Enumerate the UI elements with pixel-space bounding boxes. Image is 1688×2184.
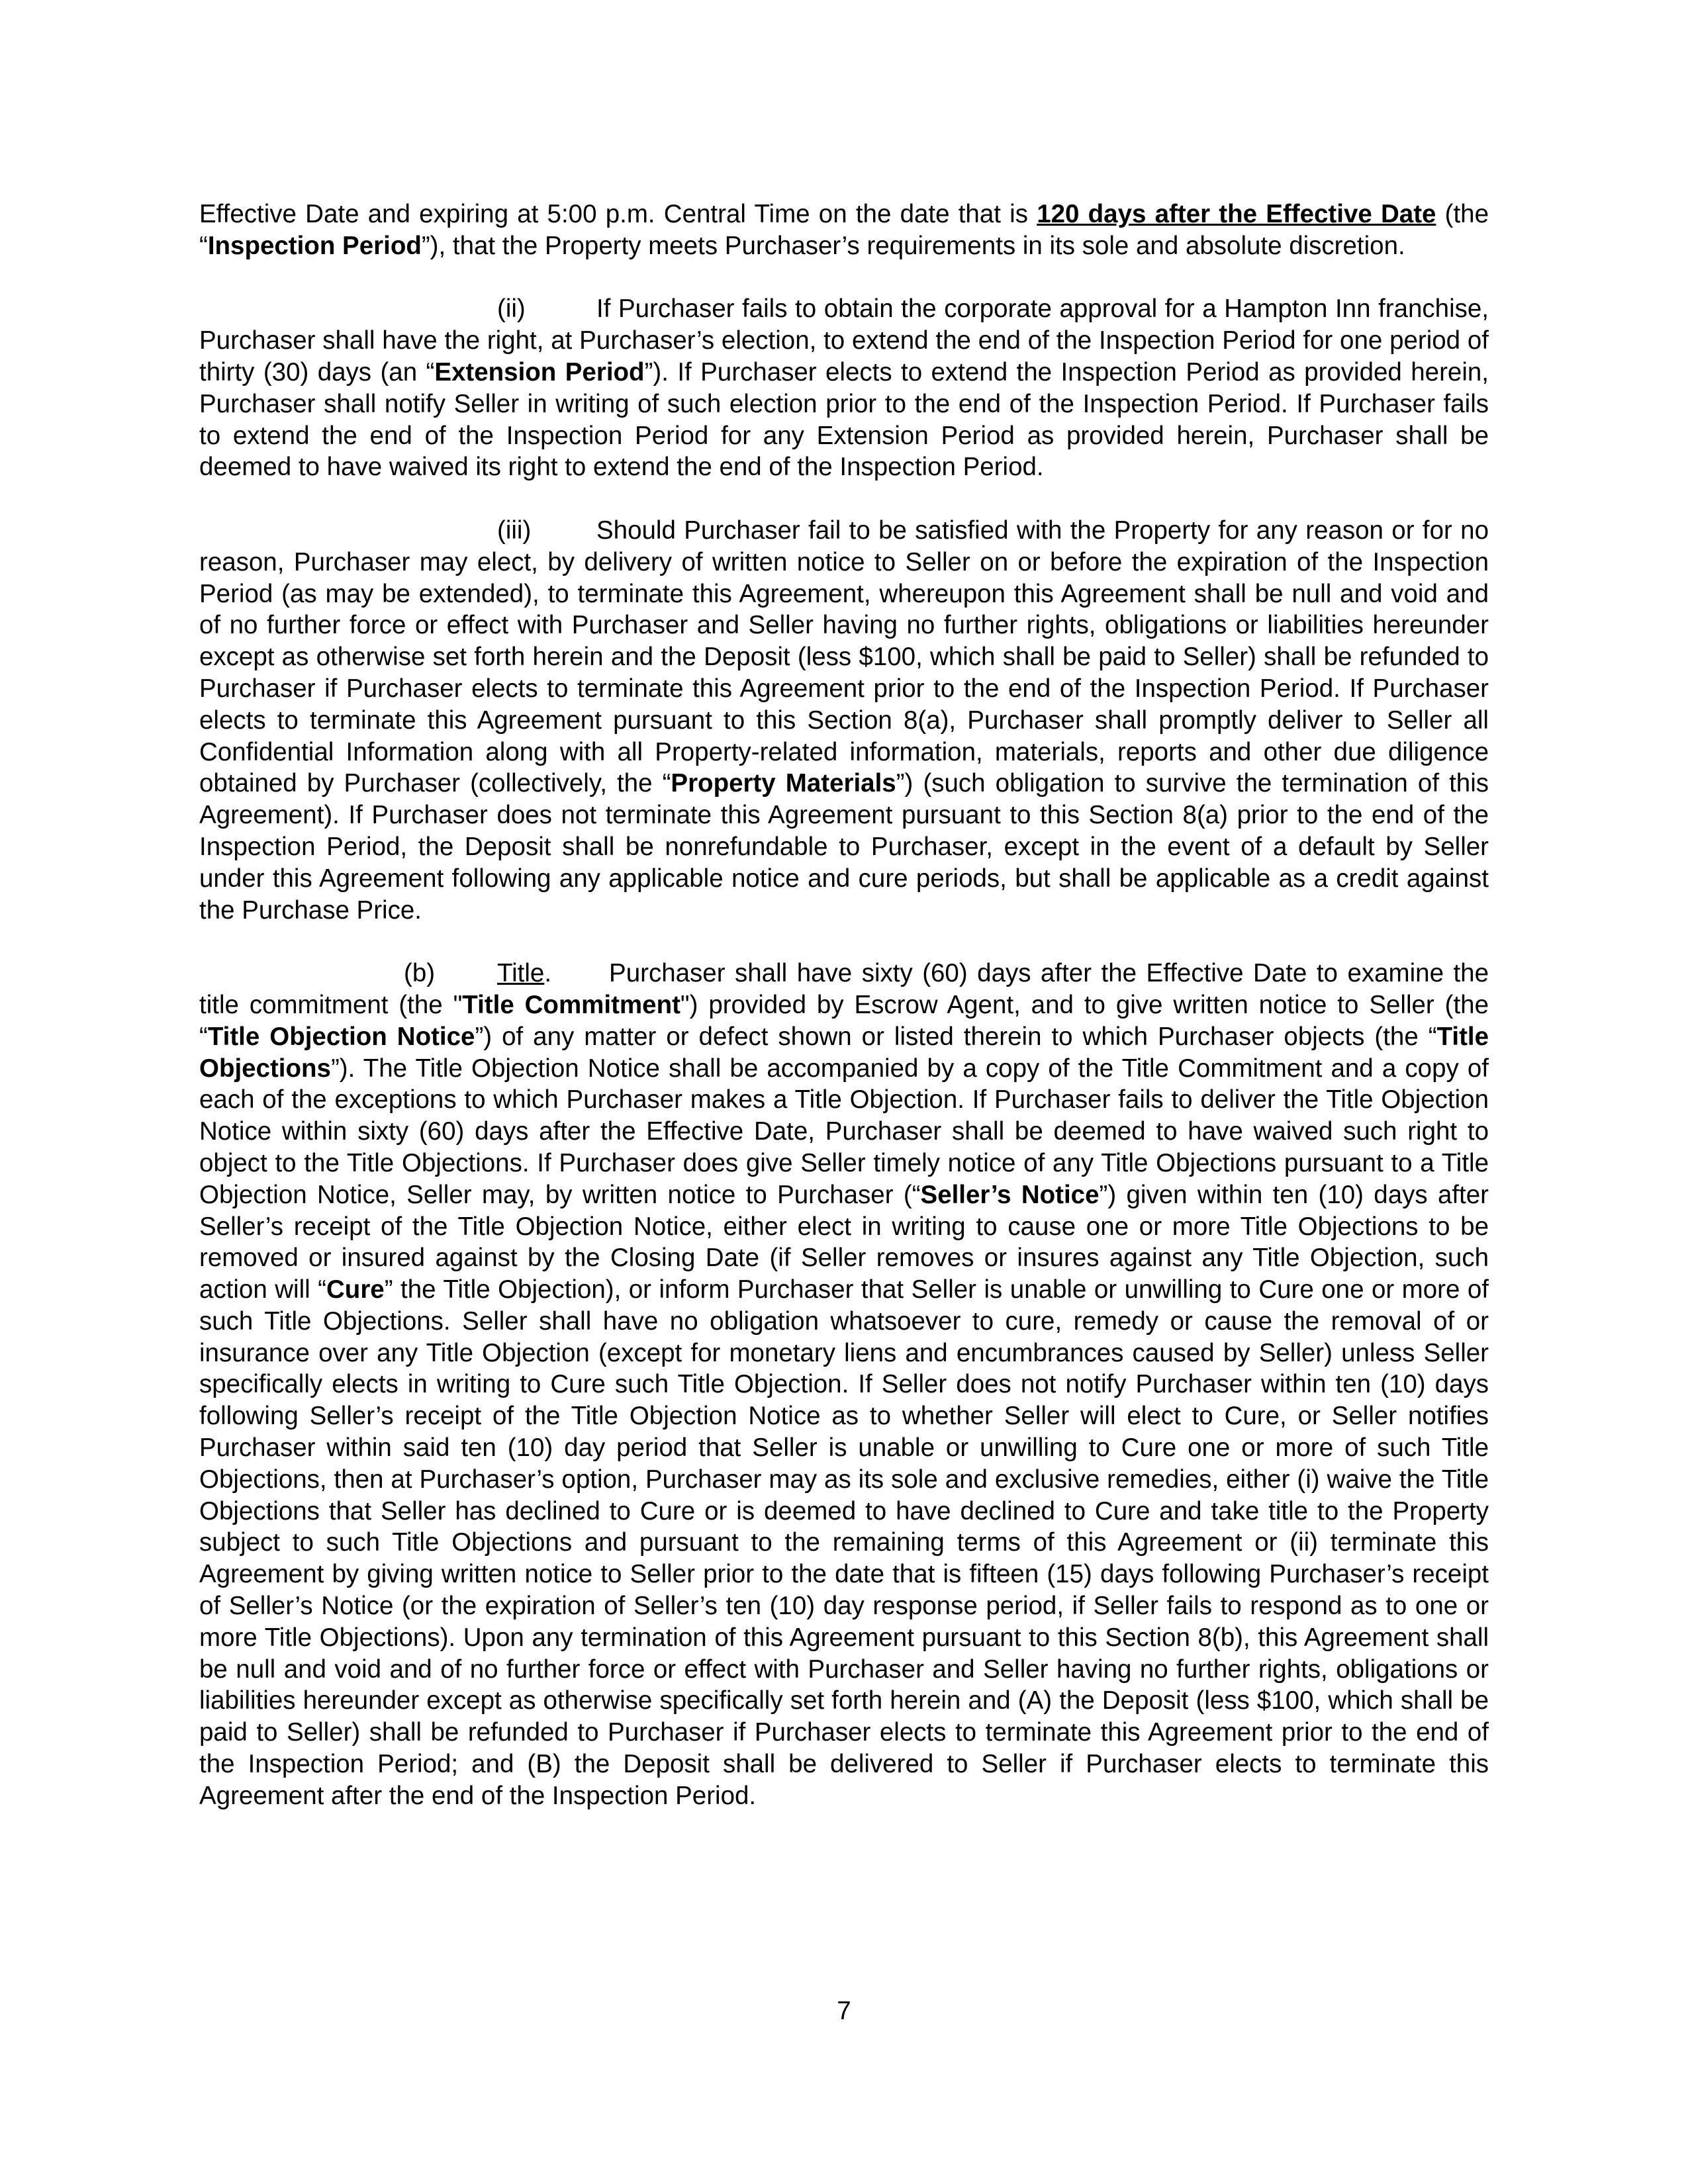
- text-run: ”). If Purchaser elects to extend the Inspection Period as provided herein, Purchaser shall notify Seller in writing of such election prior to the end of the Inspection Period. If Purchaser fails to extend the end of the Inspection Period for any Extension Period as provided herein, Purchaser shall be deemed to have waived its right to extend the end of the Inspection Period.: [199, 357, 1489, 482]
- defined-term-title-objections: Title Objections: [199, 1022, 1489, 1083]
- text-run: ”) given within ten (10) days after Seller’s receipt of the Title Objection Notice, either elect in writing to cause one or more Title Objections to be removed or insured against by the Closing Date (if Seller removes or insures against any Title Objection, such action will “: [199, 1180, 1489, 1304]
- text-run: ”). The Title Objection Notice shall be accompanied by a copy of the Title Commitment and a copy of each of the exceptions to which Purchaser makes a Title Objection. If Purchaser fails to deliver the Title Objection Notice within sixty (60) days after the Effective Date, Purchaser shall be deemed to have waived such right to object to the Title Objections. If Purchaser does give Seller timely notice of any Title Objections pursuant to a Title Objection Notice, Seller may, by written notice to Purchaser (“: [199, 1054, 1489, 1209]
- defined-term-title-commitment: Title Commitment: [462, 990, 680, 1019]
- defined-term-title-objection-notice: Title Objection Notice: [207, 1022, 475, 1051]
- text-run: ”), that the Property meets Purchaser’s requirements in its sole and absolute discretion.: [421, 231, 1405, 260]
- defined-term-extension-period: Extension Period: [434, 357, 645, 387]
- text-run: Effective Date and expiring at 5:00 p.m. Central Time on the date that is: [199, 200, 1037, 228]
- defined-term-sellers-notice: Seller’s Notice: [920, 1180, 1100, 1209]
- text-run: .: [544, 959, 552, 988]
- paragraph-extension-period: [199, 293, 1489, 483]
- text-run: ") provided by Escrow Agent, and to give written notice to Seller (the “: [199, 990, 1489, 1051]
- text-run: Purchaser shall have sixty (60) days after the Effective Date to examine the title commitment (the ": [199, 959, 1489, 1019]
- clause-number: (ii): [497, 295, 526, 324]
- text-run: (the “: [199, 200, 1489, 260]
- text-run: Should Purchaser fail to be satisfied with the Property for any reason or for no reason, Purchaser may elect, by delivery of written notice to Seller on or before the expiration of the Inspection Period (as may be extended), to terminate this Agreement, whereupon this Agreement shall be null and void and of no further force or effect with Purchaser and Seller having no further rights, obligations or liabilities hereunder except as otherwise set forth herein and the Deposit (less $100, which shall be paid to Seller) shall be refunded to Purchaser if Purchaser elects to terminate this Agreement prior to the end of the Inspection Period. If Purchaser elects to terminate this Agreement pursuant to this Section 8(a), Purchaser shall promptly deliver to Seller all Confidential Information along with all Property-related information, materials, reports and other due diligence obtained by Purchaser (collectively, the “: [199, 516, 1489, 798]
- text-run: ”) (such obligation to survive the termination of this Agreement). If Purchaser does not terminate this Agreement pursuant to this Section 8(a) prior to the end of the Inspection Period, the Deposit shall be nonrefundable to Purchaser, except in the event of a default by Seller under this Agreement following any applicable notice and cure periods, but shall be applicable as a credit against the Purchase Price.: [199, 769, 1489, 925]
- text-run: If Purchaser fails to obtain the corporate approval for a Hampton Inn franchise, Purchaser shall have the right, at Purchaser’s election, to extend the end of the Inspection Period for one period of thirty (30) days (an “: [199, 295, 1489, 387]
- text-run: ”) of any matter or defect shown or listed therein to which Purchaser objects (the “: [475, 1022, 1437, 1051]
- clause-number: (iii): [497, 516, 532, 545]
- paragraph-termination-right: [199, 515, 1489, 926]
- defined-term-inspection-period: Inspection Period: [207, 231, 422, 260]
- defined-term-cure: Cure: [326, 1275, 385, 1304]
- document-body: [199, 199, 1489, 1812]
- page-number: 7: [837, 1997, 851, 2025]
- text-run: ” the Title Objection), or inform Purchaser that Seller is unable or unwilling to Cure one or more of such Title Objections. Seller shall have no obligation whatsoever to cure, remedy or cause the removal of or insurance over any Title Objection (except for monetary liens and encumbrances caused by Seller) unless Seller specifically elects in writing to Cure such Title Objection. If Seller does not notify Purchaser within ten (10) days following Seller’s receipt of the Title Objection Notice as to whether Seller will elect to Cure, or Seller notifies Purchaser within said ten (10) day period that Seller is unable or unwilling to Cure one or more of such Title Objections, then at Purchaser’s option, Purchaser may as its sole and exclusive remedies, either (i) waive the Title Objections that Seller has declined to Cure or is deemed to have declined to Cure and take title to the Property subject to such Title Objections and pursuant to the remaining terms of this Agreement or (ii) terminate this Agreement by giving written notice to Seller prior to the date that is fifteen (15) days following Purchaser’s receipt of Seller’s Notice (or the expiration of Seller’s ten (10) day response period, if Seller fails to respond as to one or more Title Objections). Upon any termination of this Agreement pursuant to this Section 8(b), this Agreement shall be null and void and of no further force or effect with Purchaser and Seller having no further rights, obligations or liabilities hereunder except as otherwise specifically set forth herein and (A) the Deposit (less $100, which shall be paid to Seller) shall be refunded to Purchaser if Purchaser elects to terminate this Agreement prior to the end of the Inspection Period; and (B) the Deposit shall be delivered to Seller if Purchaser elects to terminate this Agreement after the end of the Inspection Period.: [199, 1275, 1489, 1810]
- paragraph-inspection-period: [199, 199, 1489, 262]
- section-number: (b): [404, 959, 436, 988]
- defined-term-property-materials: Property Materials: [671, 769, 896, 798]
- section-title: Title: [497, 959, 545, 988]
- inspection-deadline-emphasis: 120 days after the Effective Date: [1037, 200, 1436, 228]
- paragraph-title-section: [199, 958, 1489, 1812]
